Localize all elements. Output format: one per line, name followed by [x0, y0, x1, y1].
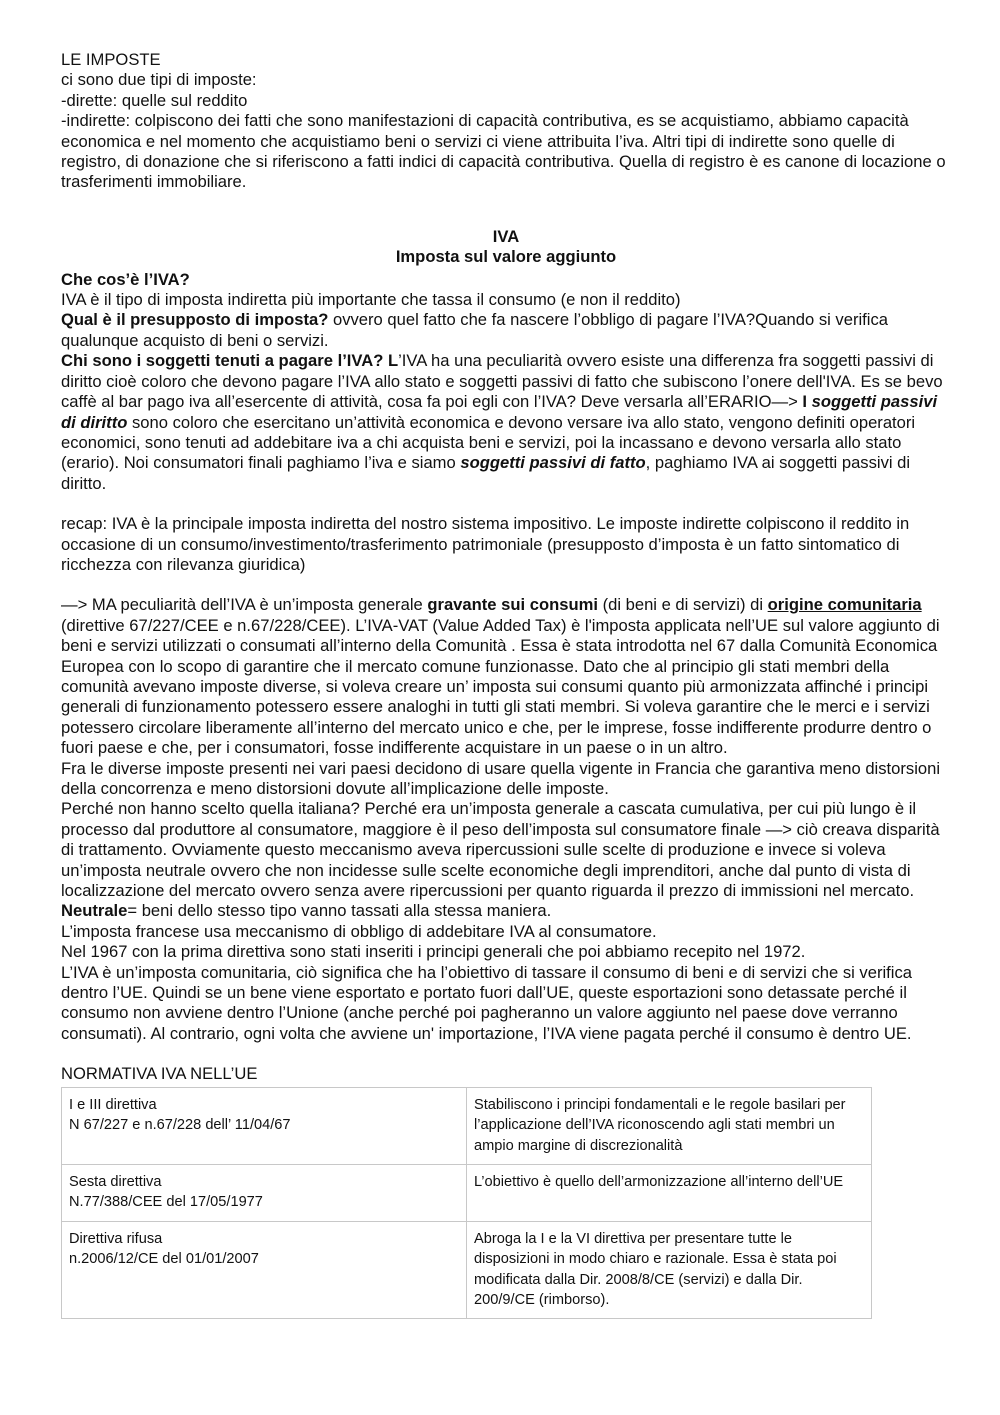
- table-cell: [467, 1221, 872, 1319]
- ma-text: —> MA peculiarità dell’IVA è un’imposta generale: [61, 595, 428, 615]
- answer-1: IVA è il tipo di imposta indiretta più importante che tassa il consumo (e non il reddito): [61, 290, 681, 310]
- spacer: [61, 1044, 951, 1064]
- directive-name: Sesta direttiva: [69, 1173, 162, 1190]
- spacer: [61, 575, 951, 595]
- ma-paragraph: [61, 595, 951, 758]
- table-row: [62, 1164, 872, 1221]
- intro-line: ci sono due tipi di imposte:: [61, 70, 257, 90]
- table-cell: [62, 1087, 467, 1164]
- iva-subtitle: Imposta sul valore aggiunto: [395, 247, 617, 267]
- document-page: [61, 50, 951, 1319]
- directive-ref: N 67/227 e n.67/228 dell’ 11/04/67: [69, 1117, 291, 1134]
- francese-paragraph: L’imposta francese usa meccanismo di obbligo di addebitare IVA al consumatore.: [61, 921, 657, 941]
- intro-line: -indirette: colpiscono dei fatti che sono manifestazioni di capacità contributiva, es se acquistiamo, abbiamo capacità economica e nel momento che acquistiamo beni o servizi ci viene attribuita l’iva. Altri tipi di indirette sono quelle di registro, di donazione che si riferiscono a fatti indici di capacità contributiva. Quella di registro è es canone di locazione o trasferimenti immobiliare.: [61, 111, 946, 192]
- directive-ref: n.2006/12/CE del 01/01/2007: [69, 1251, 259, 1268]
- francia-paragraph: Fra le diverse imposte presenti nei vari paesi decidono di usare quella vigente in Francia che garantiva meno distorsioni della concorrenza e meno distorsioni dovute all’implicazione delle imposte.: [61, 758, 941, 798]
- year-1967-paragraph: Nel 1967 con la prima direttiva sono stati inseriti i principi generali che poi abbiamo recepito nel 1972.: [61, 942, 806, 962]
- normativa-title: NORMATIVA IVA NELL’UE: [61, 1064, 258, 1084]
- italiana-paragraph: Perché non hanno scelto quella italiana? Perché era un’imposta generale a cascata cumulativa, per cui più lungo è il processo dal produttore al consumatore, maggiore è il peso dell’imposta sul consumatore finale —> ciò creava disparità di trattamento. Ovviamente questo meccanismo aveva ripercussioni sulle scelte di produzione e invece si voleva un’imposta neutrale ovvero che non incidesse sulle scelte economiche degli imprenditori, anche dal punto di vista di localizzazione del mercato ovvero senza avere ripercussioni per quanto riguarda il prezzo di immissioni nel mercato.: [61, 799, 940, 901]
- table-row: [62, 1221, 872, 1319]
- answer-3-text: sono coloro che esercitano un’attività economica e devono versare iva allo stato, vengono definiti operatori economici, sono tenuti ad addebitare iva a chi acquista beni e servizi, poi la incassano e devono versarla allo stato (erario). Noi consumatori finali paghiamo l’iva e siamo: [61, 412, 916, 473]
- term-gravante: gravante sui consumi: [427, 595, 598, 615]
- directive-name: Direttiva rifusa: [69, 1230, 163, 1247]
- intro-line: -dirette: quelle sul reddito: [61, 90, 248, 110]
- answer-3-text: ’IVA ha una peculiarità ovvero esiste una differenza fra soggetti passivi di diritto cioè coloro che devono pagare l’IVA allo stato e soggetti passivi di fatto che subiscono l’onere dell'IVA. Es se bevo caffè al bar pago iva all’esercente di attività, cosa fa poi egli con l’IVA? Deve versarla all’ERARIO—>: [61, 351, 943, 412]
- ma-text: (direttive 67/227/CEE e n.67/228/CEE). L’IVA-VAT (Value Added Tax) è l'imposta applicata nell’UE sul valore aggiunto di beni e servizi utilizzati o consumati all’interno della Comunità . Essa è stata introdotta nel 67 dalla Comunità Economica Europea con lo scopo di garantire che il mercato comune funzionasse. Dato che al principio gli stati membri della comunità avevano imposte diverse, si voleva creare un’ imposta sui consumi quanto più armonizzata affinché i principi generali di funzionamento potessero essere analoghi in tutti gli stati membri. Si voleva garantire che le merci e i servizi potessero circolare liberamente all’interno del mercato unico e che, per le imprese, fosse indifferente produrre dentro o fuori paese e che, per i consumatori, fosse indifferente acquistare in un paese o in un altro.: [61, 615, 940, 758]
- comunitaria-paragraph: L’IVA è un’imposta comunitaria, ciò significa che ha l’obiettivo di tassare il consumo di beni e di servizi che si verifica dentro l’UE. Quindi se un bene viene esportato e portato fuori dall’UE, queste esportazioni sono detassate perché il consumo non avviene dentro l’Unione (anche perché poi pagheranno un valore aggiunto nel paese dove verranno consumati). Al contrario, ogni volta che avviene un' importazione, l’IVA viene pagata perché il consumo è dentro UE.: [61, 962, 912, 1043]
- directive-desc: Abroga la I e la VI direttiva per presentare tutte le disposizioni in modo chiaro e razionale. Essa è stata poi modificata dalla Dir. 2008/8/CE (servizi) e dalla Dir. 200/9/CE (rimborso).: [474, 1230, 837, 1308]
- directive-ref: N.77/388/CEE del 17/05/1977: [69, 1194, 263, 1211]
- term-passivi-fatto: soggetti passivi di fatto: [460, 453, 646, 473]
- answer-3-bold: I: [802, 392, 812, 412]
- term-origine-comunitaria: origine comunitaria: [767, 595, 922, 615]
- intro-title: LE IMPOSTE: [61, 50, 161, 69]
- iva-title: IVA: [492, 226, 520, 246]
- spacer: [61, 193, 951, 213]
- question-2: Qual è il presupposto di imposta?: [61, 310, 329, 330]
- table-row: [62, 1087, 872, 1164]
- term-passivi-diritto: soggetti passivi di diritto: [61, 392, 938, 432]
- neutrale-text: = beni dello stesso tipo vanno tassati alla stessa maniera.: [127, 901, 552, 921]
- question-heading: [61, 270, 951, 290]
- answer-2: ovvero quel fatto che fa nascere l’obbligo di pagare l’IVA?Quando si verifica qualunque acquisto di beni o servizi.: [61, 310, 888, 350]
- term-neutrale: Neutrale: [61, 901, 128, 921]
- answer-3-text: , paghiamo IVA ai soggetti passivi di diritto.: [61, 453, 911, 493]
- recap-paragraph: recap: IVA è la principale imposta indiretta del nostro sistema impositivo. Le imposte indirette colpiscono il reddito in occasione di un consumo/investimento/trasferimento patrimoniale (presupposto d’imposta è un fatto sintomatico di ricchezza con rilevanza giuridica): [61, 514, 910, 574]
- table-cell: [62, 1164, 467, 1221]
- directive-desc: L’obiettivo è quello dell’armonizzazione all’interno dell’UE: [474, 1173, 844, 1190]
- question-2-paragraph: [61, 310, 951, 351]
- question-1: Che cos’è l’IVA?: [61, 269, 190, 289]
- spacer: [61, 494, 951, 514]
- directive-name: I e III direttiva: [69, 1096, 157, 1113]
- neutrale-paragraph: [61, 901, 951, 921]
- ma-text: (di beni e di servizi) di: [597, 595, 768, 615]
- table-cell: [467, 1087, 872, 1164]
- table-cell: [467, 1164, 872, 1221]
- question-3-paragraph: [61, 351, 951, 494]
- table-cell: [62, 1221, 467, 1319]
- normativa-table: [61, 1087, 872, 1320]
- directive-desc: Stabiliscono i principi fondamentali e le regole basilari per l’applicazione dell’IVA riconoscendo agli stati membri un ampio margine di discrezionalità: [474, 1096, 846, 1154]
- question-3: Chi sono i soggetti tenuti a pagare l’IVA? L: [61, 351, 399, 371]
